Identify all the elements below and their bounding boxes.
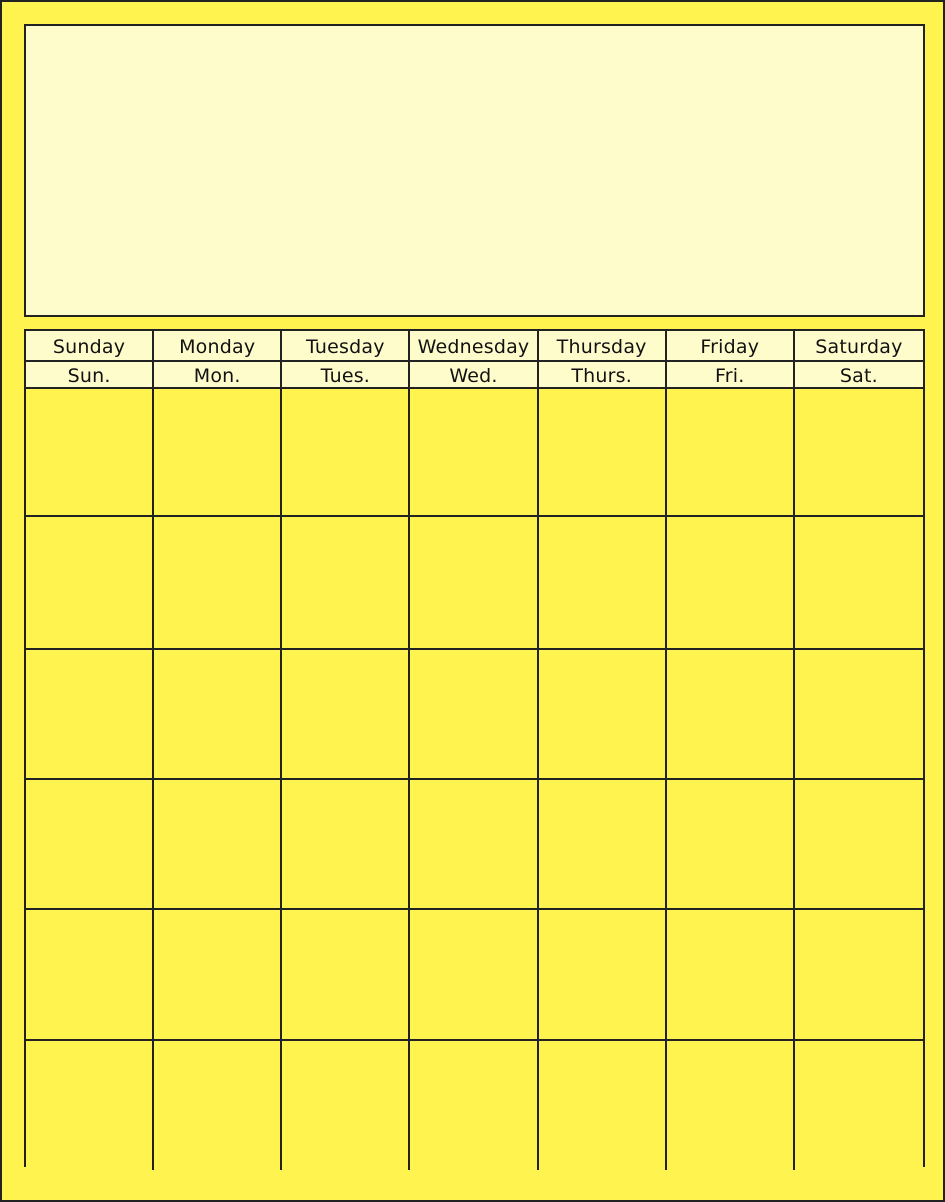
day-cell [154, 389, 282, 517]
day-cell [795, 1041, 923, 1170]
day-cell [410, 389, 538, 517]
day-cell [410, 780, 538, 910]
day-cell [410, 650, 538, 780]
day-header-sunday: Sunday [26, 331, 154, 362]
day-cell [795, 517, 923, 650]
title-panel [24, 24, 925, 317]
day-cell [539, 650, 667, 780]
day-cell [282, 910, 410, 1041]
day-abbr-monday: Mon. [154, 362, 282, 389]
day-cell [795, 389, 923, 517]
day-cell [410, 910, 538, 1041]
day-cell [282, 650, 410, 780]
day-cell [154, 780, 282, 910]
day-header-saturday: Saturday [795, 331, 923, 362]
day-header-friday: Friday [667, 331, 795, 362]
day-cell [667, 517, 795, 650]
day-cell [410, 1041, 538, 1170]
day-header-monday: Monday [154, 331, 282, 362]
day-cell [26, 389, 154, 517]
day-cell [795, 780, 923, 910]
day-cell [26, 517, 154, 650]
day-cell [667, 389, 795, 517]
day-abbr-friday: Fri. [667, 362, 795, 389]
day-cell [667, 1041, 795, 1170]
day-cell [154, 517, 282, 650]
day-cell [26, 910, 154, 1041]
day-cell [795, 910, 923, 1041]
day-cell [282, 517, 410, 650]
day-cell [795, 650, 923, 780]
day-cell [667, 650, 795, 780]
day-header-wednesday: Wednesday [410, 331, 538, 362]
day-abbr-thursday: Thurs. [539, 362, 667, 389]
day-cell [26, 650, 154, 780]
day-cell [26, 780, 154, 910]
day-abbr-sunday: Sun. [26, 362, 154, 389]
day-cell [282, 1041, 410, 1170]
day-cell [26, 1041, 154, 1170]
calendar-grid [24, 329, 925, 1167]
day-header-tuesday: Tuesday [282, 331, 410, 362]
day-cell [539, 389, 667, 517]
day-abbr-wednesday: Wed. [410, 362, 538, 389]
day-cell [667, 910, 795, 1041]
day-abbr-tuesday: Tues. [282, 362, 410, 389]
day-cell [154, 1041, 282, 1170]
day-cell [154, 650, 282, 780]
day-abbr-saturday: Sat. [795, 362, 923, 389]
day-cell [667, 780, 795, 910]
day-cell [154, 910, 282, 1041]
day-cell [539, 910, 667, 1041]
day-cell [282, 780, 410, 910]
day-cell [539, 1041, 667, 1170]
day-header-thursday: Thursday [539, 331, 667, 362]
day-cell [410, 517, 538, 650]
day-cell [282, 389, 410, 517]
day-cell [539, 780, 667, 910]
day-cell [539, 517, 667, 650]
